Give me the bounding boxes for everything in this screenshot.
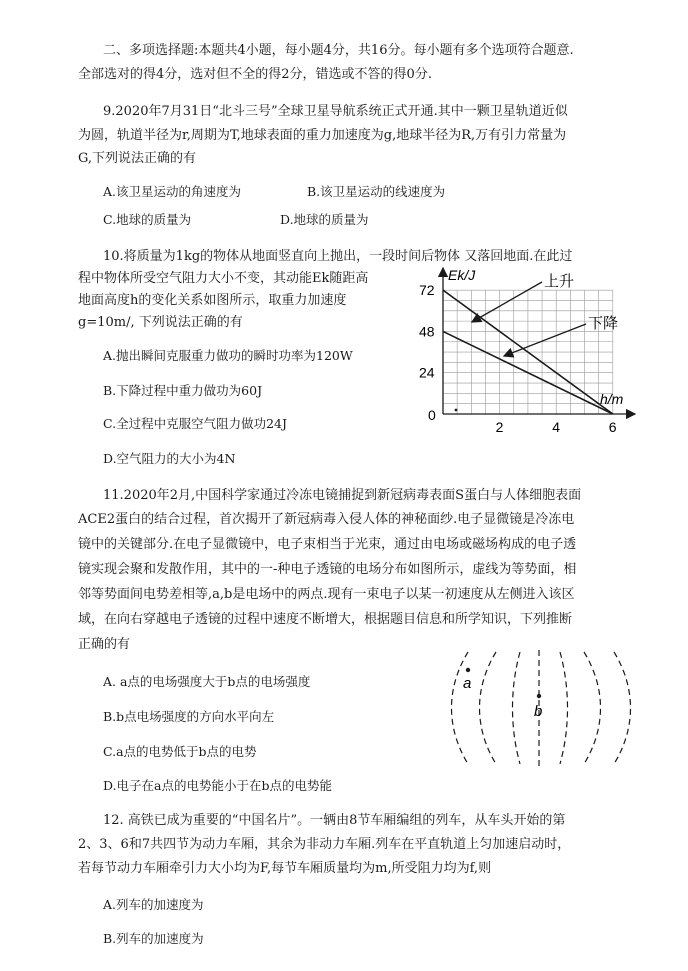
q12-stem-line-1: 12. 高铁已成为重要的“中国名片”。一辆由8节车厢编组的列车，从车头开始的第 [103, 813, 566, 828]
q11-stem-line-3: 镜中的关键部分.在电子显微镜中，电子束相当于光束，通过由电场或磁场构成的电子透 [78, 537, 577, 552]
q11-stem-line-4: 镜实现会聚和发散作用，其中的一-种电子透镜的电场分布如图所示，虚线为等势面，相 [78, 562, 577, 577]
point-a-dot [466, 668, 470, 672]
q10-stem-line-3: 地面高度h的变化关系如图所示，取重力加速度 [78, 293, 347, 308]
point-b-label: b [534, 703, 543, 720]
equipotential-line-6 [584, 652, 601, 764]
origin-label: 0 [428, 407, 436, 423]
section-header-line-1: 二、多项选择题:本题共4小题，每小题4分，共16分。每小题有多个选项符合题意. [103, 43, 574, 58]
q9-option-d: D.地球的质量为 [280, 212, 369, 227]
point-b-dot [537, 694, 541, 698]
y-tick-label: 48 [419, 323, 435, 340]
q12-stem-line-2: 2、3、6和7共四节为动力车厢，其余为非动力车厢.列车在平直轨道上匀加速启动时， [78, 837, 571, 852]
electron-lens-figure [438, 648, 643, 768]
q9-stem-line-1: 9.2020年7月31日“北斗三号”全球卫星导航系统正式开通.其中一颗卫星轨道近似 [103, 104, 568, 119]
q10-option-d: D.空气阻力的大小为4N [103, 451, 236, 466]
equipotential-line-2 [480, 652, 497, 764]
q9-option-c: C.地球的质量为 [103, 212, 192, 227]
x-tick-label: 4 [552, 419, 560, 432]
q11-stem-line-2: ACE2蛋白的结合过程，首次揭开了新冠病毒入侵人体的神秘面纱.电子显微镜是冷冻电 [78, 512, 575, 527]
equipotential-line-7 [614, 652, 631, 764]
point-a-label: a [463, 675, 472, 692]
q9-stem-line-3: G,下列说法正确的有 [78, 151, 197, 166]
annotation-fall-pointer [504, 324, 586, 356]
q10-stem-line-2: 程中物体所受空气阻力大小不变，其动能Ek随距高 [78, 271, 369, 286]
q9-stem-line-2: 为圆，轨道半径为r,周期为T,地球表面的重力加速度为g,地球半径为R,万有引力常量为 [78, 128, 567, 143]
q11-option-c: C.a点的电势低于b点的电势 [103, 744, 257, 759]
q11-stem-line-7: 正确的有 [78, 637, 131, 652]
q9-option-b: B.该卫星运动的线速度为 [307, 184, 446, 199]
q9-option-a: A.该卫星运动的角速度为 [103, 184, 242, 199]
annotation-rise-pointer [472, 282, 542, 322]
y-tick-label: 24 [419, 364, 435, 381]
q12-option-a: A.列车的加速度为 [103, 897, 204, 912]
x-tick-label: 6 [608, 419, 617, 432]
y-tick-label: 72 [419, 282, 435, 299]
section-header-line-2: 全部选对的得4分，选对但不全的得2分，错选或不答的得0分. [78, 67, 432, 82]
annotation-fall: 下降 [588, 315, 619, 332]
origin-dot [455, 409, 458, 412]
equipotential-line-5 [560, 652, 568, 764]
y-axis-label: Ek/J [448, 267, 476, 283]
q11-stem-line-1: 11.2020年2月,中国科学家通过冷冻电镜捕捉到新冠病毒表面S蛋白与人体细胞表面 [103, 488, 582, 503]
x-tick-label: 2 [495, 419, 504, 432]
q11-option-a: A. a点的电场强度大于b点的电场强度 [103, 674, 311, 689]
equipotential-line-3 [513, 652, 521, 764]
equipotential-line-1 [452, 652, 472, 764]
annotation-rise: 上升 [544, 273, 575, 290]
q10-option-a: A.抛出瞬间克服重力做功的瞬时功率为120W [103, 348, 353, 363]
q10-stem-line-1: 10.将质量为1kg的物体从地面竖直向上抛出，一段时间后物体 又落回地面.在此过 [103, 249, 573, 264]
q12-stem-line-3: 若每节动力车厢牵引力大小均为F,每节车厢质量均为m,所受阻力均为f,则 [78, 861, 492, 876]
x-axis-label: h/m [600, 391, 624, 407]
q10-option-b: B.下降过程中重力做功为60J [103, 383, 263, 398]
q10-option-c: C.全过程中克服空气阻力做功24J [103, 416, 288, 431]
q11-option-d: D.电子在a点的电势能小于在b点的电势能 [103, 778, 333, 793]
q11-stem-line-5: 邻等势面间电势差相等,a,b是电场中的两点.现有一束电子以某一初速度从左侧进入该区 [78, 587, 575, 602]
q11-stem-line-6: 域，在向右穿越电子透镜的过程中速度不断增大，根据题目信息和所学知识，下列推断 [78, 612, 573, 627]
q12-option-b: B.列车的加速度为 [103, 931, 204, 946]
q11-option-b: B.b点电场强度的方向水平向左 [103, 709, 275, 724]
q10-stem-line-4: g=10m/, 下列说法正确的有 [78, 315, 243, 330]
ek-h-graph [410, 262, 640, 432]
